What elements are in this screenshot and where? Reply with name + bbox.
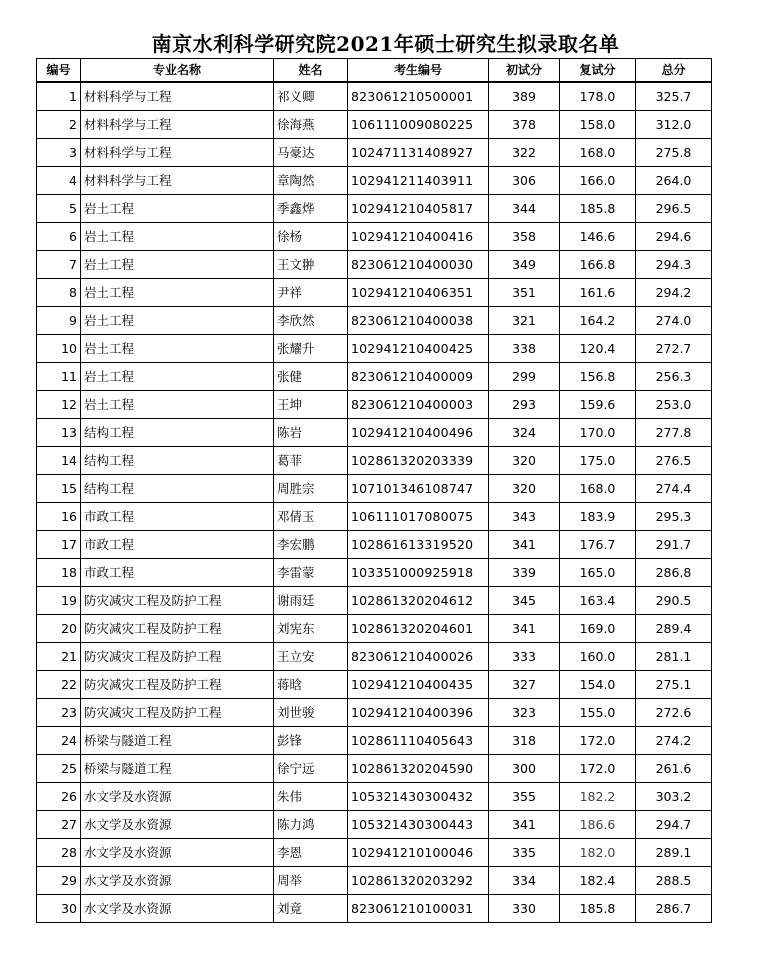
cell-retest-score: 159.6 [560, 391, 636, 419]
cell-no: 15 [37, 475, 81, 503]
cell-initial-score: 378 [489, 111, 560, 139]
cell-no: 11 [37, 363, 81, 391]
cell-exam-id: 102941211403911 [348, 167, 489, 195]
cell-total-score: 275.8 [636, 139, 712, 167]
cell-exam-id: 102941210100046 [348, 839, 489, 867]
table-row [37, 755, 712, 783]
cell-no: 21 [37, 643, 81, 671]
cell-exam-id: 102861110405643 [348, 727, 489, 755]
cell-no: 8 [37, 279, 81, 307]
cell-total-score: 264.0 [636, 167, 712, 195]
cell-no: 24 [37, 727, 81, 755]
cell-initial-score: 327 [489, 671, 560, 699]
cell-retest-score: 182.0 [560, 839, 636, 867]
cell-name: 马豪达 [274, 139, 348, 167]
cell-total-score: 325.7 [636, 82, 712, 111]
cell-total-score: 274.2 [636, 727, 712, 755]
table-row [37, 895, 712, 923]
cell-no: 4 [37, 167, 81, 195]
cell-exam-id: 107101346108747 [348, 475, 489, 503]
table-row [37, 559, 712, 587]
cell-no: 17 [37, 531, 81, 559]
cell-exam-id: 102941210400396 [348, 699, 489, 727]
cell-initial-score: 321 [489, 307, 560, 335]
table-row [37, 251, 712, 279]
header-total-score: 总分 [636, 59, 712, 83]
cell-retest-score: 183.9 [560, 503, 636, 531]
table-row [37, 503, 712, 531]
cell-exam-id: 102861320204590 [348, 755, 489, 783]
cell-total-score: 294.7 [636, 811, 712, 839]
cell-exam-id: 823061210400009 [348, 363, 489, 391]
cell-retest-score: 166.8 [560, 251, 636, 279]
cell-major: 材料科学与工程 [81, 82, 274, 111]
cell-name: 李宏鹏 [274, 531, 348, 559]
cell-initial-score: 335 [489, 839, 560, 867]
cell-no: 6 [37, 223, 81, 251]
header-initial-score: 初试分 [489, 59, 560, 83]
cell-name: 张健 [274, 363, 348, 391]
cell-name: 刘世骏 [274, 699, 348, 727]
table-row [37, 223, 712, 251]
table-row [37, 671, 712, 699]
cell-retest-score: 160.0 [560, 643, 636, 671]
cell-exam-id: 102861320203292 [348, 867, 489, 895]
cell-major: 岩土工程 [81, 335, 274, 363]
cell-name: 李恩 [274, 839, 348, 867]
cell-initial-score: 341 [489, 811, 560, 839]
cell-initial-score: 389 [489, 82, 560, 111]
table-row [37, 587, 712, 615]
table-row [37, 839, 712, 867]
cell-initial-score: 324 [489, 419, 560, 447]
cell-retest-score: 155.0 [560, 699, 636, 727]
cell-total-score: 275.1 [636, 671, 712, 699]
cell-major: 防灾减灾工程及防护工程 [81, 643, 274, 671]
cell-total-score: 290.5 [636, 587, 712, 615]
cell-initial-score: 320 [489, 475, 560, 503]
cell-no: 13 [37, 419, 81, 447]
cell-name: 周举 [274, 867, 348, 895]
cell-major: 水文学及水资源 [81, 811, 274, 839]
table-body [37, 82, 712, 923]
cell-major: 防灾减灾工程及防护工程 [81, 587, 274, 615]
cell-major: 岩土工程 [81, 391, 274, 419]
cell-no: 9 [37, 307, 81, 335]
table-row [37, 783, 712, 811]
cell-no: 26 [37, 783, 81, 811]
cell-name: 蒋晗 [274, 671, 348, 699]
cell-name: 周胜宗 [274, 475, 348, 503]
cell-name: 刘宪东 [274, 615, 348, 643]
cell-retest-score: 176.7 [560, 531, 636, 559]
cell-major: 市政工程 [81, 559, 274, 587]
cell-retest-score: 178.0 [560, 82, 636, 111]
cell-retest-score: 164.2 [560, 307, 636, 335]
admission-table [36, 58, 712, 923]
cell-name: 葛菲 [274, 447, 348, 475]
cell-major: 水文学及水资源 [81, 867, 274, 895]
cell-retest-score: 120.4 [560, 335, 636, 363]
cell-initial-score: 320 [489, 447, 560, 475]
cell-no: 27 [37, 811, 81, 839]
cell-name: 季鑫烨 [274, 195, 348, 223]
cell-initial-score: 345 [489, 587, 560, 615]
cell-retest-score: 146.6 [560, 223, 636, 251]
cell-total-score: 277.8 [636, 419, 712, 447]
cell-initial-score: 299 [489, 363, 560, 391]
cell-no: 19 [37, 587, 81, 615]
cell-exam-id: 105321430300432 [348, 783, 489, 811]
cell-name: 徐海燕 [274, 111, 348, 139]
cell-retest-score: 163.4 [560, 587, 636, 615]
cell-initial-score: 323 [489, 699, 560, 727]
cell-exam-id: 102471131408927 [348, 139, 489, 167]
cell-initial-score: 300 [489, 755, 560, 783]
header-no: 编号 [37, 59, 81, 83]
table-row [37, 139, 712, 167]
cell-name: 祁义卿 [274, 82, 348, 111]
cell-major: 水文学及水资源 [81, 839, 274, 867]
cell-no: 23 [37, 699, 81, 727]
cell-retest-score: 166.0 [560, 167, 636, 195]
cell-no: 10 [37, 335, 81, 363]
cell-exam-id: 103351000925918 [348, 559, 489, 587]
cell-exam-id: 102941210405817 [348, 195, 489, 223]
cell-total-score: 286.8 [636, 559, 712, 587]
cell-no: 28 [37, 839, 81, 867]
page-title: 南京水利科学研究院2021年硕士研究生拟录取名单 [151, 32, 620, 56]
cell-retest-score: 161.6 [560, 279, 636, 307]
cell-initial-score: 293 [489, 391, 560, 419]
table-row [37, 811, 712, 839]
cell-major: 防灾减灾工程及防护工程 [81, 699, 274, 727]
cell-major: 市政工程 [81, 503, 274, 531]
cell-initial-score: 358 [489, 223, 560, 251]
header-name: 姓名 [274, 59, 348, 83]
table-row [37, 391, 712, 419]
table-row [37, 419, 712, 447]
cell-total-score: 294.2 [636, 279, 712, 307]
table-row [37, 167, 712, 195]
cell-initial-score: 351 [489, 279, 560, 307]
cell-name: 李雷蒙 [274, 559, 348, 587]
cell-no: 22 [37, 671, 81, 699]
cell-exam-id: 102861320204601 [348, 615, 489, 643]
table-row [37, 867, 712, 895]
cell-major: 岩土工程 [81, 195, 274, 223]
cell-exam-id: 823061210400038 [348, 307, 489, 335]
cell-retest-score: 165.0 [560, 559, 636, 587]
cell-exam-id: 823061210500001 [348, 82, 489, 111]
cell-name: 章陶然 [274, 167, 348, 195]
cell-total-score: 272.7 [636, 335, 712, 363]
cell-exam-id: 102941210400496 [348, 419, 489, 447]
cell-initial-score: 344 [489, 195, 560, 223]
cell-initial-score: 341 [489, 615, 560, 643]
cell-name: 徐杨 [274, 223, 348, 251]
header-exam-id: 考生编号 [348, 59, 489, 83]
header-retest-score: 复试分 [560, 59, 636, 83]
cell-exam-id: 102941210406351 [348, 279, 489, 307]
cell-total-score: 281.1 [636, 643, 712, 671]
table-row [37, 363, 712, 391]
cell-name: 李欣然 [274, 307, 348, 335]
table-row [37, 643, 712, 671]
cell-retest-score: 154.0 [560, 671, 636, 699]
cell-total-score: 286.7 [636, 895, 712, 923]
cell-total-score: 291.7 [636, 531, 712, 559]
cell-major: 桥梁与隧道工程 [81, 755, 274, 783]
cell-total-score: 288.5 [636, 867, 712, 895]
cell-total-score: 296.5 [636, 195, 712, 223]
cell-retest-score: 182.4 [560, 867, 636, 895]
cell-initial-score: 333 [489, 643, 560, 671]
cell-retest-score: 172.0 [560, 755, 636, 783]
cell-total-score: 274.4 [636, 475, 712, 503]
cell-major: 市政工程 [81, 531, 274, 559]
cell-no: 5 [37, 195, 81, 223]
cell-major: 岩土工程 [81, 363, 274, 391]
cell-exam-id: 105321430300443 [348, 811, 489, 839]
table-row [37, 475, 712, 503]
table-row [37, 195, 712, 223]
cell-total-score: 274.0 [636, 307, 712, 335]
cell-initial-score: 349 [489, 251, 560, 279]
cell-name: 张耀升 [274, 335, 348, 363]
cell-exam-id: 102941210400416 [348, 223, 489, 251]
cell-exam-id: 106111009080225 [348, 111, 489, 139]
cell-total-score: 303.2 [636, 783, 712, 811]
cell-no: 30 [37, 895, 81, 923]
cell-initial-score: 338 [489, 335, 560, 363]
cell-no: 3 [37, 139, 81, 167]
cell-no: 16 [37, 503, 81, 531]
cell-no: 2 [37, 111, 81, 139]
cell-no: 7 [37, 251, 81, 279]
cell-name: 尹祥 [274, 279, 348, 307]
cell-initial-score: 343 [489, 503, 560, 531]
table-row [37, 307, 712, 335]
cell-exam-id: 823061210400030 [348, 251, 489, 279]
cell-initial-score: 339 [489, 559, 560, 587]
table-row [37, 615, 712, 643]
cell-name: 彭锋 [274, 727, 348, 755]
cell-name: 王坤 [274, 391, 348, 419]
cell-no: 12 [37, 391, 81, 419]
cell-major: 材料科学与工程 [81, 139, 274, 167]
cell-retest-score: 175.0 [560, 447, 636, 475]
cell-major: 桥梁与隧道工程 [81, 727, 274, 755]
cell-total-score: 312.0 [636, 111, 712, 139]
cell-retest-score: 168.0 [560, 139, 636, 167]
cell-exam-id: 102861613319520 [348, 531, 489, 559]
cell-total-score: 261.6 [636, 755, 712, 783]
cell-initial-score: 330 [489, 895, 560, 923]
cell-total-score: 294.3 [636, 251, 712, 279]
cell-major: 岩土工程 [81, 307, 274, 335]
cell-total-score: 256.3 [636, 363, 712, 391]
cell-major: 材料科学与工程 [81, 167, 274, 195]
cell-initial-score: 341 [489, 531, 560, 559]
cell-retest-score: 172.0 [560, 727, 636, 755]
cell-name: 陈力鸿 [274, 811, 348, 839]
cell-exam-id: 823061210400003 [348, 391, 489, 419]
cell-exam-id: 102941210400435 [348, 671, 489, 699]
table-row [37, 531, 712, 559]
cell-retest-score: 158.0 [560, 111, 636, 139]
cell-name: 谢雨廷 [274, 587, 348, 615]
cell-major: 结构工程 [81, 447, 274, 475]
cell-major: 岩土工程 [81, 223, 274, 251]
cell-initial-score: 306 [489, 167, 560, 195]
cell-name: 刘竟 [274, 895, 348, 923]
cell-name: 徐宁远 [274, 755, 348, 783]
cell-total-score: 272.6 [636, 699, 712, 727]
cell-exam-id: 102861320204612 [348, 587, 489, 615]
cell-no: 25 [37, 755, 81, 783]
cell-major: 材料科学与工程 [81, 111, 274, 139]
cell-total-score: 276.5 [636, 447, 712, 475]
cell-total-score: 294.6 [636, 223, 712, 251]
table-row [37, 335, 712, 363]
cell-name: 王立安 [274, 643, 348, 671]
table-row [37, 699, 712, 727]
cell-major: 结构工程 [81, 475, 274, 503]
cell-major: 防灾减灾工程及防护工程 [81, 615, 274, 643]
cell-retest-score: 170.0 [560, 419, 636, 447]
cell-name: 朱伟 [274, 783, 348, 811]
cell-exam-id: 106111017080075 [348, 503, 489, 531]
cell-retest-score: 168.0 [560, 475, 636, 503]
cell-retest-score: 156.8 [560, 363, 636, 391]
cell-total-score: 295.3 [636, 503, 712, 531]
table-row [37, 727, 712, 755]
cell-total-score: 289.4 [636, 615, 712, 643]
cell-major: 防灾减灾工程及防护工程 [81, 671, 274, 699]
cell-exam-id: 823061210100031 [348, 895, 489, 923]
cell-major: 结构工程 [81, 419, 274, 447]
table-row [37, 82, 712, 111]
cell-no: 1 [37, 82, 81, 111]
cell-major: 岩土工程 [81, 251, 274, 279]
cell-exam-id: 823061210400026 [348, 643, 489, 671]
cell-no: 18 [37, 559, 81, 587]
cell-exam-id: 102941210400425 [348, 335, 489, 363]
cell-initial-score: 318 [489, 727, 560, 755]
cell-name: 陈岩 [274, 419, 348, 447]
cell-total-score: 289.1 [636, 839, 712, 867]
cell-initial-score: 355 [489, 783, 560, 811]
table-header [37, 59, 712, 83]
cell-major: 水文学及水资源 [81, 783, 274, 811]
cell-major: 水文学及水资源 [81, 895, 274, 923]
cell-name: 王文翀 [274, 251, 348, 279]
cell-total-score: 253.0 [636, 391, 712, 419]
cell-retest-score: 185.8 [560, 895, 636, 923]
cell-major: 岩土工程 [81, 279, 274, 307]
header-row [37, 59, 712, 83]
cell-name: 邓倩玉 [274, 503, 348, 531]
cell-initial-score: 322 [489, 139, 560, 167]
cell-no: 20 [37, 615, 81, 643]
cell-retest-score: 182.2 [560, 783, 636, 811]
cell-retest-score: 186.6 [560, 811, 636, 839]
cell-initial-score: 334 [489, 867, 560, 895]
table-row [37, 447, 712, 475]
table-row [37, 279, 712, 307]
cell-exam-id: 102861320203339 [348, 447, 489, 475]
cell-no: 29 [37, 867, 81, 895]
cell-retest-score: 169.0 [560, 615, 636, 643]
cell-retest-score: 185.8 [560, 195, 636, 223]
cell-no: 14 [37, 447, 81, 475]
table-row [37, 111, 712, 139]
header-major: 专业名称 [81, 59, 274, 83]
